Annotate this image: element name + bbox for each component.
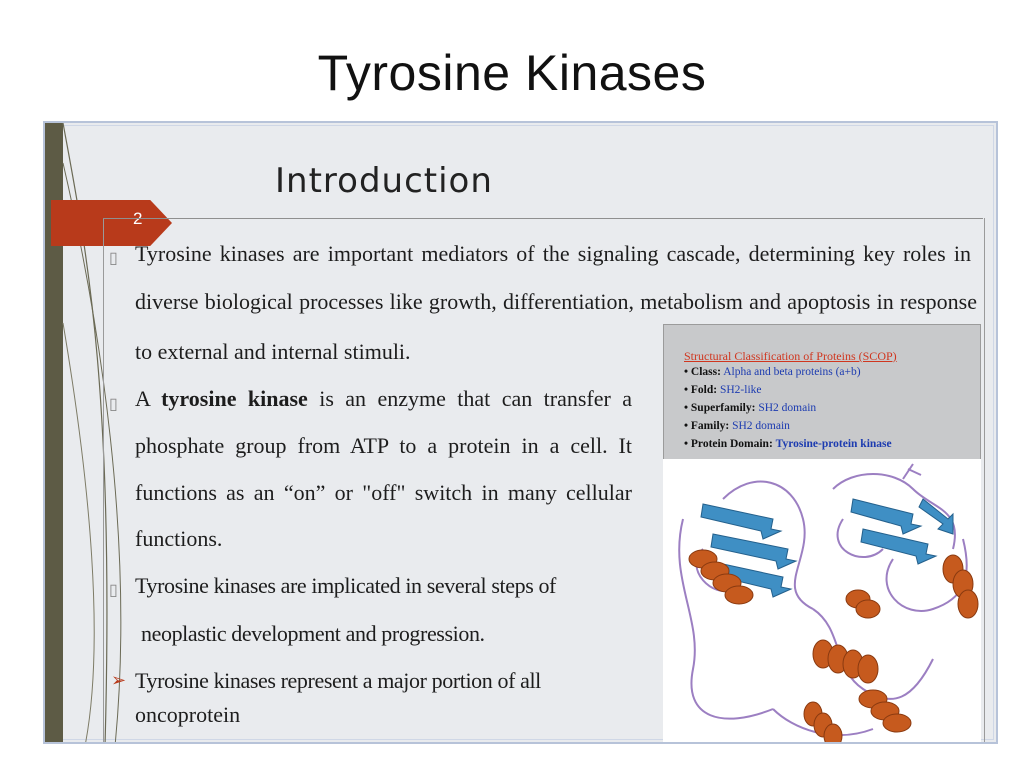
bullet-1-line-3: to external and internal stimuli. xyxy=(135,339,411,364)
bullet-1-line-1: Tyrosine kinases are important mediators of the signaling cascade, determining key roles in xyxy=(135,241,971,266)
section-heading: Introduction xyxy=(275,161,493,201)
scop-family-row: • Family: SH2 domain xyxy=(684,420,790,432)
bullet-2-line-3: functions as an “on” or "off" switch in many cellular xyxy=(135,480,632,505)
scop-class-row: • Class: Alpha and beta proteins (a+b) xyxy=(684,366,861,378)
content-top-rule xyxy=(103,218,983,219)
bullet-marker: ▯ xyxy=(109,250,118,267)
bullet-2-line-1: A tyrosine kinase is an enzyme that can transfer a xyxy=(135,386,632,411)
slide-title: Tyrosine Kinases xyxy=(317,45,707,101)
arrow-bullet-icon: ➢ xyxy=(111,670,127,690)
bullet-1-line-2: diverse biological processes like growth, differentiation, metabolism and apoptosis in response xyxy=(135,289,977,314)
bullet-2-line-4: functions. xyxy=(135,526,223,551)
scop-fold-row: • Fold: SH2-like xyxy=(684,384,762,396)
scop-domain-row: • Protein Domain: Tyrosine-protein kinase xyxy=(684,438,892,450)
embedded-slide-screenshot xyxy=(43,121,998,744)
bullet-4-line-1: Tyrosine kinases represent a major portion of all xyxy=(135,668,541,693)
bullet-4-line-2: oncoprotein xyxy=(135,702,241,727)
bold-term: tyrosine kinase xyxy=(161,386,308,411)
bullet-3-line-2: neoplastic development and progression. xyxy=(141,621,485,646)
scop-superfamily-row: • Superfamily: SH2 domain xyxy=(684,402,817,414)
protein-structure-image xyxy=(663,459,981,744)
bullet-3-line-1: Tyrosine kinases are implicated in several steps of xyxy=(135,573,556,598)
scop-info-box xyxy=(663,324,981,470)
bullet-2-line-2: phosphate group from ATP to a protein in a cell. It xyxy=(135,433,632,458)
bullet-marker: ▯ xyxy=(109,582,118,599)
scop-title-link[interactable]: Structural Classification of Proteins (SCOP) xyxy=(684,349,897,363)
bullet-marker: ▯ xyxy=(109,396,118,413)
